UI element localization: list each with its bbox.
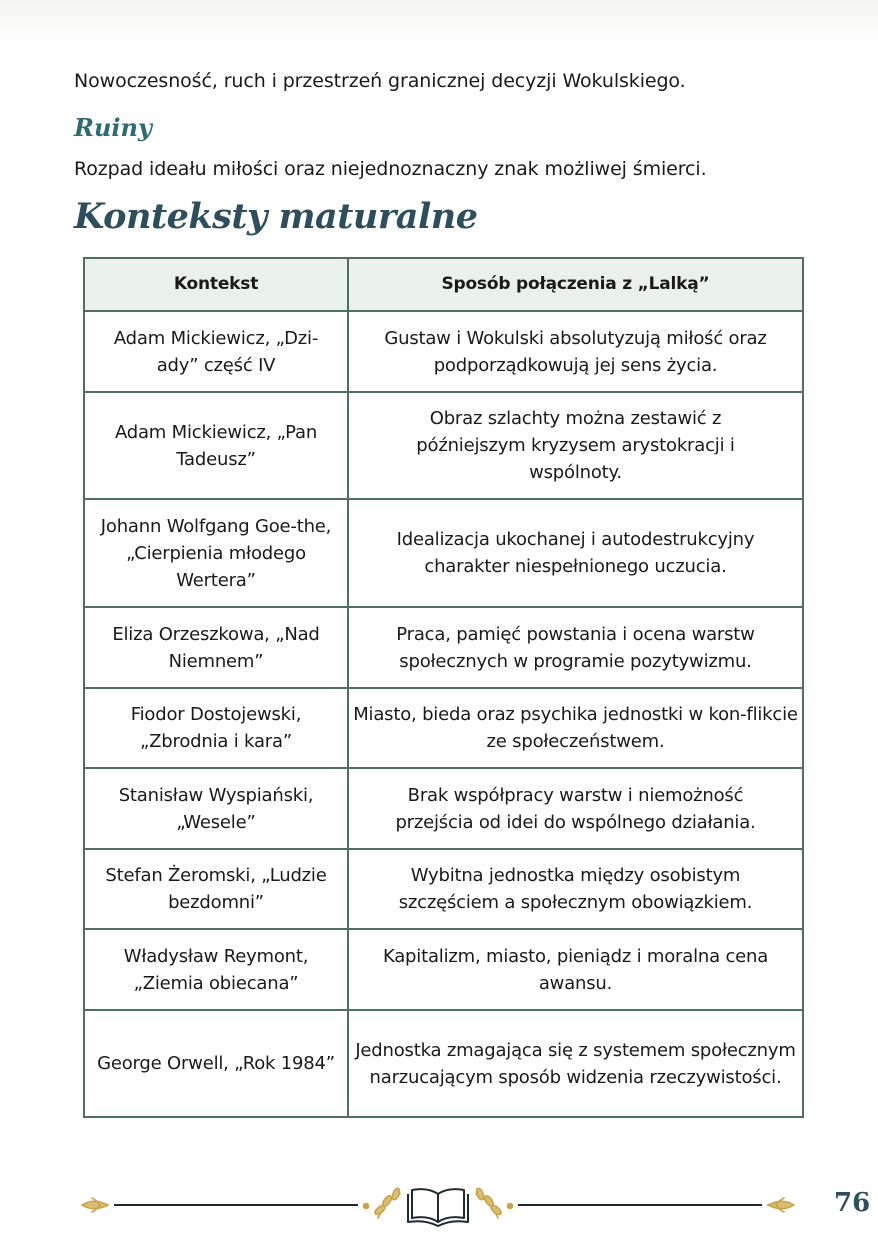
table-row bbox=[84, 688, 803, 768]
page-top-band bbox=[0, 0, 878, 42]
intro-paragraph: Nowoczesność, ruch i przestrzeń granicznej decyzji Wokulskiego. bbox=[74, 70, 686, 92]
cell-context: Eliza Orzeszkowa, „Nad Niemnem” bbox=[84, 607, 348, 688]
table-row bbox=[84, 392, 803, 499]
header-connection: Sposób połączenia z „Lalką” bbox=[348, 258, 803, 311]
table-row bbox=[84, 311, 803, 392]
table-row bbox=[84, 499, 803, 607]
cell-connection: Praca, pamięć powstania i ocena warstw społecznych w programie pozytywizmu. bbox=[348, 607, 803, 688]
header-context: Kontekst bbox=[84, 258, 348, 311]
subheading-ruiny: Ruiny bbox=[74, 113, 152, 142]
cell-connection: Brak współpracy warstw i niemożność przejścia od idei do wspólnego działania. bbox=[348, 768, 803, 849]
cell-connection: Miasto, bieda oraz psychika jednostki w kon-flikcie ze społeczeństwem. bbox=[348, 688, 803, 768]
cell-connection: Jednostka zmagająca się z systemem społecznym narzucającym sposób widzenia rzeczywistości. bbox=[348, 1010, 803, 1117]
cell-context: Fiodor Dostojewski, „Zbrodnia i kara” bbox=[84, 688, 348, 768]
cell-context: Adam Mickiewicz, „Pan Tadeusz” bbox=[84, 392, 348, 499]
section-title: Konteksty maturalne bbox=[74, 196, 478, 237]
page-number: 76 bbox=[834, 1188, 871, 1218]
cell-context: George Orwell, „Rok 1984” bbox=[84, 1010, 348, 1117]
cell-connection: Kapitalizm, miasto, pieniądz i moralna cena awansu. bbox=[348, 929, 803, 1010]
open-book-laurel-icon bbox=[78, 1180, 798, 1230]
cell-context: Stanisław Wyspiański, „Wesele” bbox=[84, 768, 348, 849]
cell-connection: Wybitna jednostka między osobistym szczęściem a społecznym obowiązkiem. bbox=[348, 849, 803, 929]
table-header-row bbox=[84, 258, 803, 311]
cell-connection: Gustaw i Wokulski absolutyzują miłość oraz podporządkowują jej sens życia. bbox=[348, 311, 803, 392]
subheading-paragraph: Rozpad ideału miłości oraz niejednoznaczny znak możliwej śmierci. bbox=[74, 158, 707, 180]
table-row bbox=[84, 768, 803, 849]
cell-connection: Idealizacja ukochanej i autodestrukcyjny charakter niespełnionego uczucia. bbox=[348, 499, 803, 607]
table-row bbox=[84, 607, 803, 688]
cell-context: Władysław Reymont, „Ziemia obiecana” bbox=[84, 929, 348, 1010]
cell-connection: Obraz szlachty można zestawić z późniejszym kryzysem arystokracji i wspólnoty. bbox=[348, 392, 803, 499]
cell-context: Johann Wolfgang Goe-the, „Cierpienia młodego Wertera” bbox=[84, 499, 348, 607]
table-row bbox=[84, 1010, 803, 1117]
cell-context: Stefan Żeromski, „Ludzie bezdomni” bbox=[84, 849, 348, 929]
cell-context: Adam Mickiewicz, „Dzi-ady” część IV bbox=[84, 311, 348, 392]
table-row bbox=[84, 929, 803, 1010]
footer-ornament bbox=[78, 1180, 798, 1230]
contexts-table bbox=[83, 257, 804, 1118]
table-row bbox=[84, 849, 803, 929]
